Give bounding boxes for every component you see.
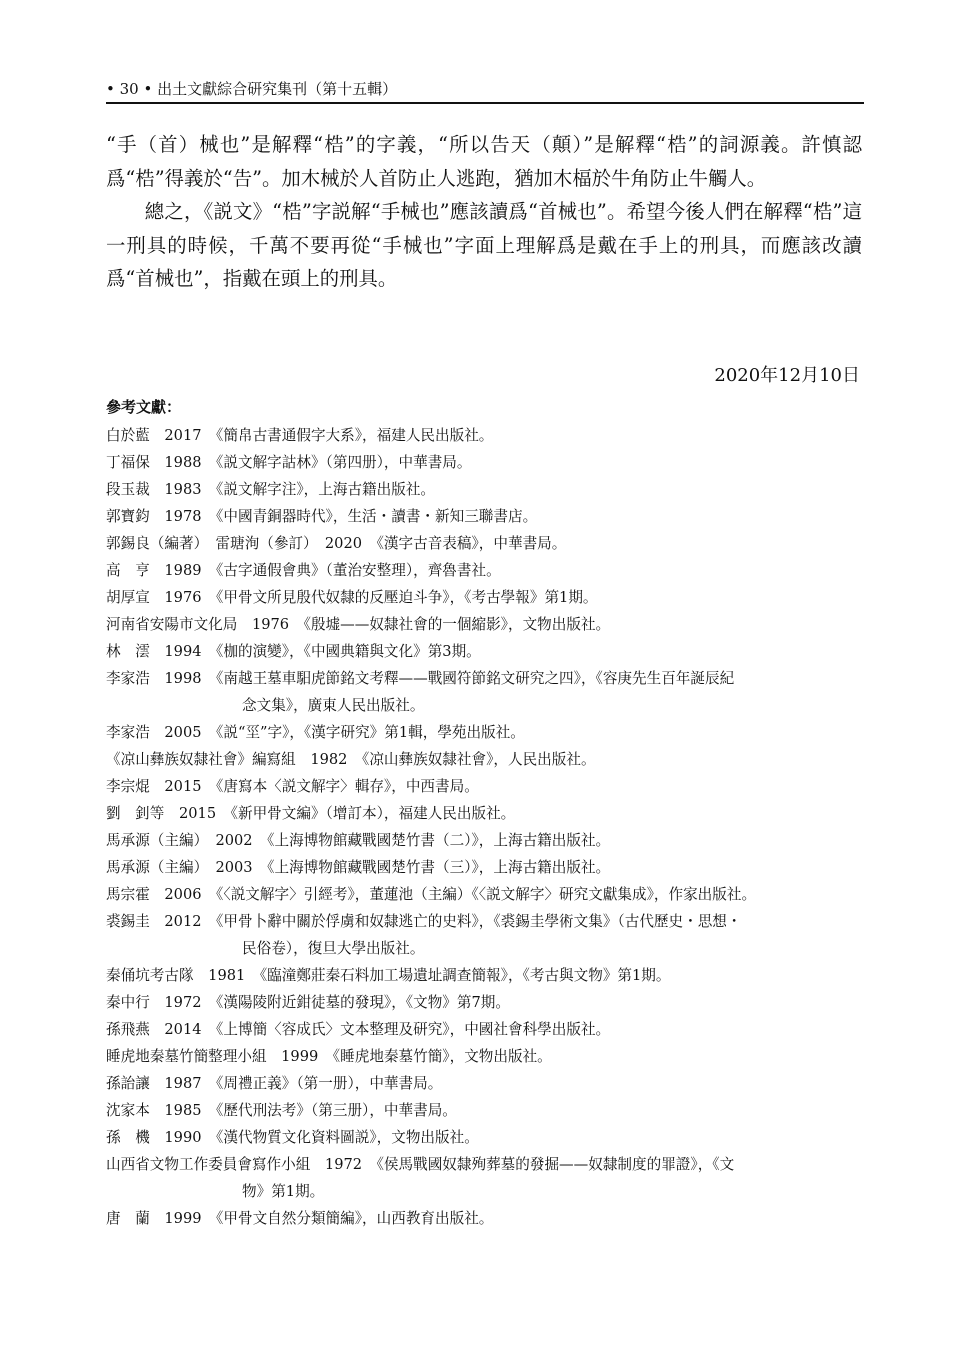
reference-text: 李家浩 2005 《説“坙”字》，《漢字研究》第1輯，學苑出版社。: [106, 724, 525, 741]
reference-item: [106, 584, 876, 611]
reference-text: 郭寶鈞 1978 《中國青銅器時代》，生活・讀書・新知三聯書店。: [106, 508, 538, 525]
reference-item: [106, 1151, 876, 1205]
reference-text: 胡厚宣 1976 《甲骨文所見殷代奴隸的反壓迫斗争》，《考古學報》第1期。: [106, 589, 598, 606]
reference-text: 段玉裁 1983 《説文解字注》，上海古籍出版社。: [106, 481, 436, 498]
reference-text: 河南省安陽市文化局 1976 《殷墟——奴隸社會的一個縮影》，文物出版社。: [106, 616, 611, 633]
reference-item: [106, 638, 876, 665]
reference-continuation: 念文集》，廣東人民出版社。: [242, 697, 425, 714]
reference-item: [106, 422, 876, 449]
reference-text: 劉 釗等 2015 《新甲骨文編》（增訂本），福建人民出版社。: [106, 805, 516, 822]
reference-item: [106, 503, 876, 530]
reference-item: [106, 611, 876, 638]
reference-item: [106, 773, 876, 800]
reference-item: [106, 746, 876, 773]
reference-text: 馬承源（主編） 2002 《上海博物館藏戰國楚竹書（二）》，上海古籍出版社。: [106, 832, 611, 849]
reference-item: [106, 665, 876, 719]
reference-continuation: 民俗卷），復旦大學出版社。: [242, 940, 425, 957]
reference-text: 高 亨 1989 《古字通假會典》（董治安整理），齊魯書社。: [106, 562, 501, 579]
reference-item: [106, 1205, 876, 1232]
reference-text: 白於藍 2017 《簡帛古書通假字大系》，福建人民出版社。: [106, 427, 494, 444]
date-line: 2020年12月10日: [714, 365, 860, 386]
reference-item: [106, 800, 876, 827]
reference-item: [106, 557, 876, 584]
reference-text: 孫 機 1990 《漢代物質文化資料圖説》，文物出版社。: [106, 1129, 479, 1146]
reference-item: [106, 1097, 876, 1124]
reference-item: [106, 719, 876, 746]
reference-item: [106, 827, 876, 854]
reference-item: [106, 1043, 876, 1070]
reference-item: [106, 449, 876, 476]
reference-item: [106, 854, 876, 881]
reference-text: 山西省文物工作委員會寫作小組 1972 《侯馬戰國奴隸殉葬墓的發掘——奴隸制度的罪證》，《文: [106, 1156, 735, 1173]
reference-item: [106, 962, 876, 989]
reference-text: 馬宗霍 2006 《〈説文解字〉引經考》，董蓮池（主編）《〈説文解字〉研究文獻集成》，作家出版社。: [106, 886, 757, 903]
reference-text: 馬承源（主編） 2003 《上海博物館藏戰國楚竹書（三）》，上海古籍出版社。: [106, 859, 611, 876]
reference-text: 唐 蘭 1999 《甲骨文自然分類簡編》，山西教育出版社。: [106, 1210, 494, 1227]
reference-item: [106, 1124, 876, 1151]
reference-text: 孫飛燕 2014 《上博簡〈容成氏〉文本整理及研究》，中國社會科學出版社。: [106, 1021, 611, 1038]
reference-text: 秦中行 1972 《漢陽陵附近鉗徒墓的發現》，《文物》第7期。: [106, 994, 510, 1011]
reference-item: [106, 530, 876, 557]
reference-text: 睡虎地秦墓竹簡整理小組 1999 《睡虎地秦墓竹簡》，文物出版社。: [106, 1048, 552, 1065]
reference-item: [106, 1016, 876, 1043]
reference-text: 孫詒讓 1987 《周禮正義》（第一册），中華書局。: [106, 1075, 443, 1092]
reference-item: [106, 881, 876, 908]
paragraph: “手（首）械也”是解釋“梏”的字義，“所以告天（顛）”是解釋“梏”的詞源義。許慎認爲“梏”得義於“告”。加木械於人首防止人逃跑，猶加木楅於牛角防止牛觸人。: [106, 133, 862, 190]
reference-text: 丁福保 1988 《説文解字詁林》（第四册），中華書局。: [106, 454, 472, 471]
references-list: [106, 422, 876, 1232]
reference-text: 秦俑坑考古隊 1981 《臨潼鄭莊秦石料加工場遺址調查簡報》，《考古與文物》第1期。: [106, 967, 671, 984]
reference-text: 裘錫圭 2012 《甲骨卜辭中關於俘虜和奴隸逃亡的史料》，《裘錫圭學術文集》（古代歷史・思想・: [106, 913, 742, 930]
reference-continuation: 物》第1期。: [242, 1183, 325, 1200]
reference-item: [106, 1070, 876, 1097]
running-header: • 30 • 出土文獻綜合研究集刊（第十五輯）: [106, 78, 864, 104]
reference-item: [106, 908, 876, 962]
reference-item: [106, 989, 876, 1016]
paragraph: 總之，《説文》“梏”字説解“手械也”應該讀爲“首械也”。希望今後人們在解釋“梏”這一刑具的時候，千萬不要再從“手械也”字面上理解爲是戴在手上的刑具，而應該改讀爲“首械也”，指戴在頭上的刑具。: [106, 200, 862, 290]
references-heading: 參考文獻：: [106, 398, 182, 416]
reference-text: 《凉山彝族奴隸社會》編寫組 1982 《凉山彝族奴隸社會》，人民出版社。: [106, 751, 596, 768]
reference-text: 沈家本 1985 《歷代刑法考》（第三册），中華書局。: [106, 1102, 457, 1119]
reference-text: 郭錫良（編著） 雷瑭洵（參訂） 2020 《漢字古音表稿》，中華書局。: [106, 535, 567, 552]
reference-item: [106, 476, 876, 503]
reference-text: 林 澐 1994 《枷的演變》，《中國典籍與文化》第3期。: [106, 643, 481, 660]
reference-text: 李家浩 1998 《南越王墓車馹虎節銘文考釋——戰國符節銘文研究之四》，《容庚先生百年誕辰紀: [106, 670, 735, 687]
body-text: [106, 128, 862, 296]
reference-text: 李宗焜 2015 《唐寫本〈説文解字〉輯存》，中西書局。: [106, 778, 479, 795]
